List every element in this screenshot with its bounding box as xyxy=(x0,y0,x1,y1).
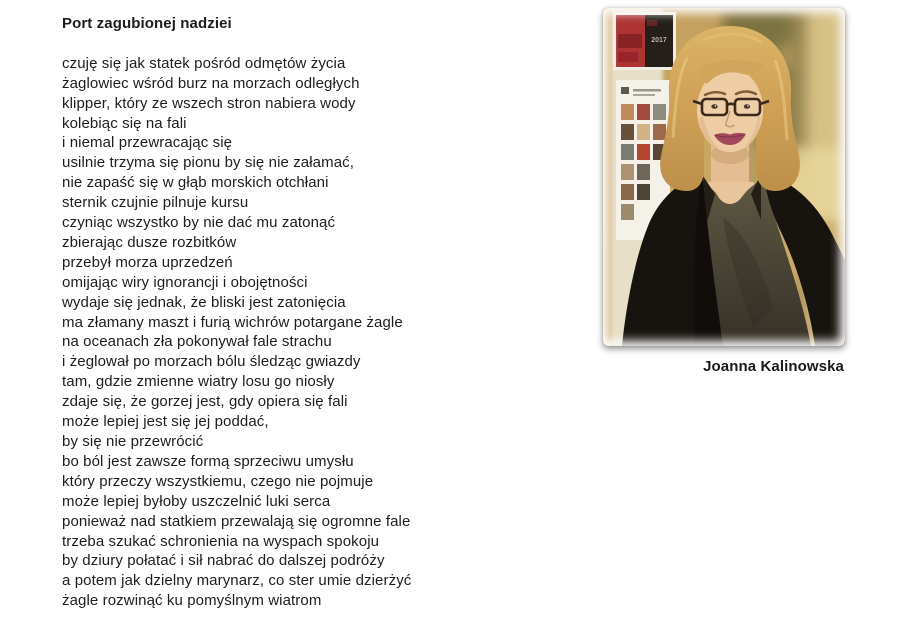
portrait-figure xyxy=(603,8,845,375)
poem-line: zdaje się, że gorzej jest, gdy opiera się fali xyxy=(62,393,348,411)
poem-line: i niemal przewracając się xyxy=(62,134,233,152)
poem-line: ma złamany maszt i furią wichrów potargane żagle xyxy=(62,313,403,331)
poem-line: czyniąc wszystko by nie dać mu zatonąć xyxy=(62,214,336,232)
poem-line: sternik czujnie pilnuje kursu xyxy=(62,194,249,212)
poem-line: wydaje się jednak, że bliski jest zatonięcia xyxy=(62,293,346,311)
poem-lines xyxy=(62,54,572,611)
poem-line: może lepiej jest się jej poddać, xyxy=(62,413,269,431)
poem-line: omijając wiry ignorancji i obojętności xyxy=(62,273,308,291)
poem-line: przebył morza uprzedzeń xyxy=(62,253,233,271)
poem-line: tam, gdzie zmienne wiatry losu go niosły xyxy=(62,373,335,391)
poem-line: i żeglował po morzach bólu śledząc gwiazdy xyxy=(62,353,361,371)
poem-line: żaglowiec wśród burz na morzach odległych xyxy=(62,74,360,92)
poem-line: usilnie trzyma się pionu by się nie załamać, xyxy=(62,154,355,172)
poem-line: który przeczy wszystkiemu, czego nie pojmuje xyxy=(62,472,374,490)
poem-line: żagle rozwinąć ku pomyślnym wiatrom xyxy=(62,592,322,610)
poster-year-text: 2017 xyxy=(651,37,667,44)
poem-line: bo ból jest zawsze formą sprzeciwu umysłu xyxy=(62,452,354,470)
poem-line: na oceanach zła pokonywał fale strachu xyxy=(62,333,332,351)
poem-line: ponieważ nad statkiem przewalają się ogromne fale xyxy=(62,512,411,530)
poem-line: zbierając dusze rozbitków xyxy=(62,233,237,251)
poem-line: kolebiąc się na fali xyxy=(62,114,187,132)
poem-line: a potem jak dzielny marynarz, co ster umie dzierżyć xyxy=(62,572,412,590)
poster-red-black xyxy=(613,12,676,70)
poem-line: by dziury połatać i sił nabrać do dalszej podróży xyxy=(62,552,385,570)
poem-title: Port zagubionej nadziei xyxy=(62,15,232,32)
poem-line: nie zapaść się w głąb morskich otchłani xyxy=(62,174,329,192)
poem-line: trzeba szukać schronienia na wyspach spokoju xyxy=(62,532,380,550)
portrait-photo-art xyxy=(603,8,845,346)
poem-line: by się nie przewrócić xyxy=(62,433,204,451)
poem-block xyxy=(62,14,572,611)
poem-line: czuję się jak statek pośród odmętów życia xyxy=(62,54,346,72)
photo-caption: Joanna Kalinowska xyxy=(703,358,844,375)
portrait-photo xyxy=(603,8,845,346)
poem-line: może lepiej byłoby uszczelnić luki serca xyxy=(62,492,331,510)
poem-line: klipper, który ze wszech stron nabiera wody xyxy=(62,94,356,112)
